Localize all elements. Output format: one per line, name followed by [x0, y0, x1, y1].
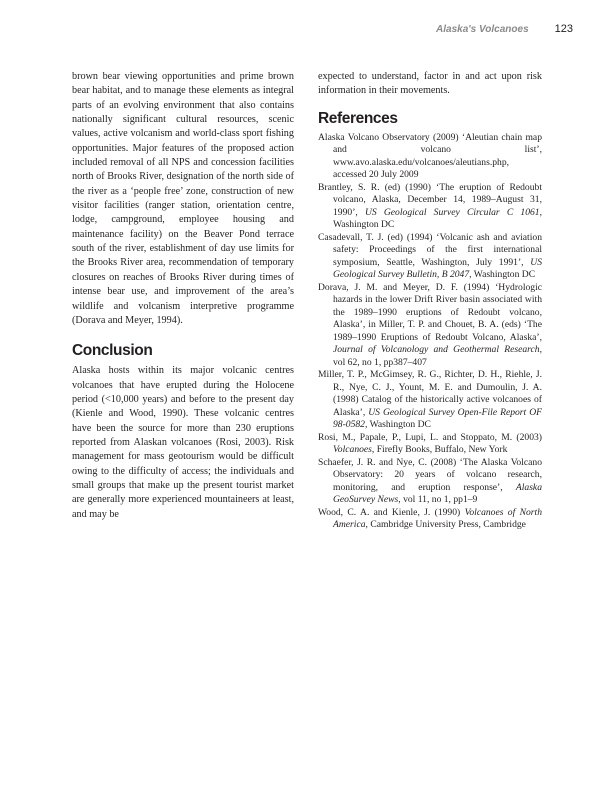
- reference-item: [318, 507, 542, 532]
- reference-text: Casadevall, T. J. (ed) (1994) ‘Volcanic ash and aviation safety: Proceedings of the first international symposium, Seattle, Washington, July 1991’,: [318, 231, 542, 268]
- reference-source: US Geological Survey Open-File Report OF 98-0582: [333, 406, 542, 431]
- reference-source: Volcanoes: [333, 444, 372, 456]
- reference-text: Rosi, M., Papale, P., Lupi, L. and Stoppato, M. (2003): [318, 431, 542, 443]
- reference-text: Miller, T. P., McGimsey, R. G., Richter, D. H., Riehle, J. R., Nye, C. J., Yount, M. E. and Dumoulin, J. A. (1998) Catalog of the historically active volcanoes of Alaska’,: [318, 369, 542, 418]
- reference-publisher: , vol 62, no 1, pp387–407: [333, 344, 542, 368]
- body-paragraph: expected to understand, factor in and act upon risk information in their movements.: [318, 71, 542, 97]
- reference-text: Wood, C. A. and Kienle, J. (1990): [318, 506, 465, 518]
- reference-publisher: , Washington DC: [469, 269, 536, 281]
- conclusion-paragraph: Alaska hosts within its major volcanic centres volcanoes that have erupted during the Holocene period (<10,000 years) and before to the present day (Kienle and Wood, 1990). These volcanic centres have been the source for more than 230 eruptions reported from Alaskan volcanoes (Rosi, 2003). Risk management for mass geotourism would be difficult owing to the difficulty of access; the individuals and small groups that make up the present tourist market are generally more experienced mountaineers at least, and may be: [72, 365, 294, 520]
- reference-source: Alaska GeoSurvey News: [333, 481, 542, 506]
- reference-publisher: , Firefly Books, Buffalo, New York: [371, 444, 508, 456]
- body-paragraph: brown bear viewing opportunities and prime brown bear habitat, and to manage these elements as integral parts of an evolving environment that also contains nationally significant cultural resources, scenic values, active volcanism and world-class sport fishing opportunities. Major features of the proposed action included removal of all NPS and concession facilities north of Brooks River, designation of the north side of the river as a ‘people free’ zone, construction of new visitor facilities (ranger station, orientation centre, lodge, campground, employee housing and maintenance facility) on the Beaver Pond terrace south of the river, establishment of day use limits for the Brooks River area, recommendation of temporary closures on reaches of Brooks River during times of intense bear use, and improvement of the area’s wildlife and volcanism interpretive programme (Dorava and Meyer, 1994).: [72, 71, 294, 326]
- reference-item: [318, 457, 542, 507]
- references-heading: References: [318, 109, 398, 127]
- reference-source: Volcanoes of North America: [333, 506, 542, 531]
- page-number: 123: [554, 23, 573, 35]
- reference-item: [318, 132, 542, 182]
- right-column: [318, 70, 542, 532]
- reference-text: Schaefer, J. R. and Nye, C. (2008) ‘The Alaska Volcano Observatory: 20 years of volcano research, monitoring, and eruption response’,: [318, 456, 542, 493]
- reference-item: [318, 232, 542, 282]
- left-column: [72, 70, 294, 522]
- reference-item: [318, 369, 542, 432]
- reference-item: [318, 282, 542, 370]
- reference-item: [318, 432, 542, 457]
- reference-publisher: , vol 11, no 1, pp1–9: [398, 494, 478, 506]
- reference-text: Dorava, J. M. and Meyer, D. F. (1994) ‘Hydrologic hazards in the lower Drift River basin associated with the 1989–1990 eruptions of Redoubt volcano, Alaska’, in Miller, T. P. and Chouet, B. A. (eds) ‘The 1989–1990 Eruptions of Redoubt Volcano, Alaska’,: [318, 281, 542, 343]
- page-header: [436, 21, 573, 37]
- reference-publisher: , Washington DC: [333, 206, 542, 231]
- running-title: Alaska's Volcanoes: [436, 23, 529, 35]
- reference-item: [318, 182, 542, 232]
- reference-source: Journal of Volcanology and Geothermal Research: [333, 344, 540, 356]
- reference-publisher: , Washington DC: [364, 419, 431, 431]
- reference-publisher: , Cambridge University Press, Cambridge: [365, 519, 526, 531]
- reference-source: US Geological Survey Circular C 1061: [364, 206, 540, 218]
- reference-list: [318, 132, 542, 532]
- reference-text: Brantley, S. R. (ed) (1990) ‘The eruption of Redoubt volcano, Alaska, December 14, 1989–August 31, 1990’,: [318, 181, 542, 218]
- conclusion-heading: Conclusion: [72, 342, 153, 360]
- reference-text: Alaska Volcano Observatory (2009) ‘Aleutian chain map and volcano list’, www.avo.alaska.edu/volcanoes/aleutians.php, accessed 20 July 2009: [318, 131, 542, 181]
- reference-source: US Geological Survey Bulletin, B 2047: [333, 256, 542, 281]
